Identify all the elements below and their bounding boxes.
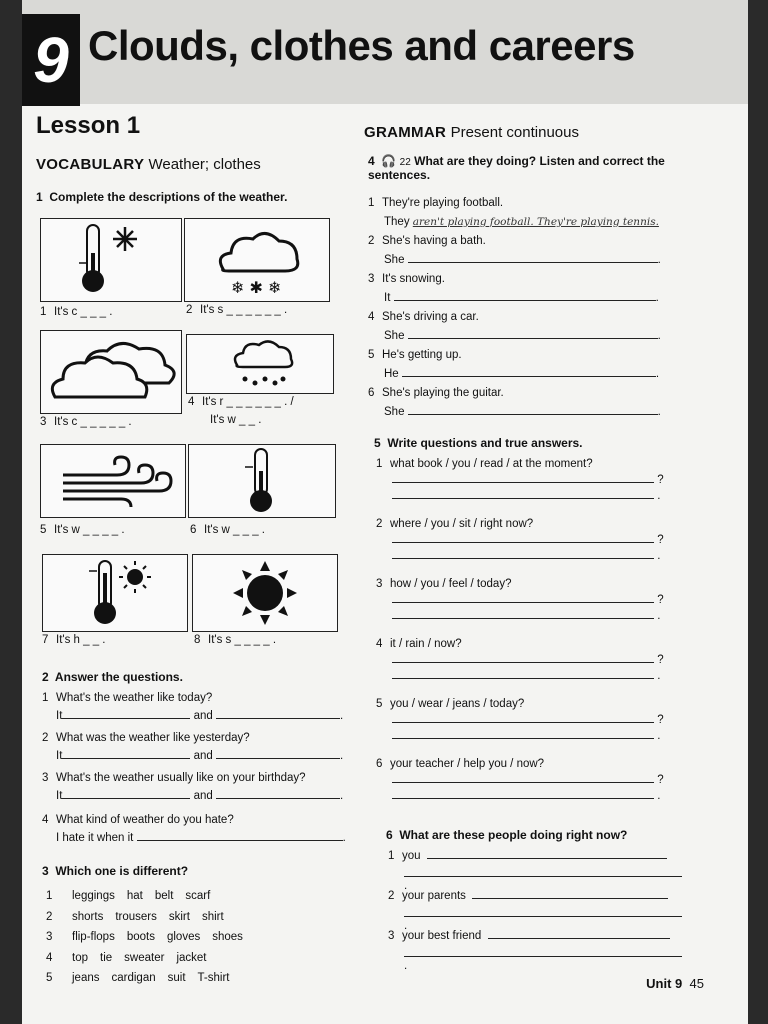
ex2-item-1: 1 What's the weather like today? It and . [42, 692, 344, 722]
ex6-heading: 6 What are these people doing right now? [386, 828, 628, 842]
headphones-icon: 🎧 [381, 154, 397, 168]
ex3-word-rows [46, 886, 255, 989]
ex5-heading: 5 Write questions and true answers. [374, 436, 583, 450]
vocabulary-heading: VOCABULARY Weather; clothes [36, 156, 261, 173]
weather-box-1 [40, 218, 182, 302]
ex3-row: 5 jeans cardigan suit T-shirt [46, 972, 230, 984]
lesson-title: Lesson 1 [36, 112, 141, 139]
ex3-row: 3 flip-flops boots gloves shoes [46, 931, 243, 943]
ex5-item: 3 how / you / feel / today? ? . [376, 578, 664, 622]
ex4-items [368, 194, 668, 422]
ex1-item-4: 4 It's r _ _ _ _ _ _ . / [188, 396, 294, 408]
ex6-items [388, 850, 688, 970]
ex1-item-3: 3 It's c _ _ _ _ _ . [40, 416, 132, 428]
weather-box-3 [40, 330, 182, 414]
sun-icon [193, 555, 337, 631]
ex2-heading: 2 Answer the questions. [42, 670, 183, 684]
ex4-item: 4 She's driving a car. She . [368, 311, 661, 342]
ex5-item: 4 it / rain / now? ? . [376, 638, 664, 682]
ex5-item: 2 where / you / sit / right now? ? . [376, 518, 664, 562]
weather-box-2 [184, 218, 330, 302]
ex3-row: 4 top tie sweater jacket [46, 951, 207, 964]
weather-box-6 [188, 444, 336, 518]
ex2-item-2: 2 What was the weather like yesterday? It and . [42, 732, 344, 762]
wind-icon [41, 445, 185, 517]
grammar-heading: GRAMMAR Present continuous [364, 124, 579, 141]
ex1-item-6: 6 It's w _ _ _ . [190, 524, 265, 536]
ex4-item: 1 They're playing football. They aren't playing football. They're playing tennis. [368, 197, 659, 228]
ex1-item-8: 8 It's s _ _ _ _ . [194, 634, 277, 646]
weather-box-7 [42, 554, 188, 632]
ex1-item-2: 2 It's s _ _ _ _ _ _ . [186, 304, 288, 316]
ex3-heading: 3 Which one is different? [42, 864, 189, 878]
ex5-item: 6 your teacher / help you / now? ? . [376, 758, 664, 802]
ex1-item-7: 7 It's h _ _ . [42, 634, 106, 646]
cloudy-icon [41, 331, 181, 413]
weather-box-5 [40, 444, 186, 518]
ex3-row: 2 shorts trousers skirt shirt [46, 910, 224, 923]
unit-number: 9 [22, 14, 80, 106]
ex3-row: 1 leggings hat belt scarf [46, 890, 211, 902]
ex4-item: 2 She's having a bath. She . [368, 235, 661, 266]
thermometer-warm-icon [189, 445, 335, 517]
rain-cloud-icon [187, 335, 333, 393]
thermometer-sun-icon [43, 555, 187, 631]
ex4-example-answer: aren't playing football. They're playing tennis. [412, 216, 659, 228]
ex2-item-4: 4 What kind of weather do you hate? I hate it when it . [42, 814, 346, 844]
weather-box-4 [186, 334, 334, 394]
thermometer-snowflake-icon [41, 219, 181, 301]
snow-cloud-icon [185, 219, 329, 301]
page-footer: Unit 9 45 [646, 976, 704, 991]
svg-text:❄ ✱ ❄: ❄ ✱ ❄ [231, 278, 282, 297]
unit-title: Clouds, clothes and careers [88, 22, 635, 69]
ex6-item: 2 your parents . [388, 890, 688, 930]
ex6-item: 1 you . [388, 850, 688, 890]
ex5-item: 5 you / wear / jeans / today? ? . [376, 698, 664, 742]
ex1-item-5: 5 It's w _ _ _ _ . [40, 524, 125, 536]
ex4-heading: 4 🎧 22 What are they doing? Listen and correct the sentences. [368, 154, 665, 182]
weather-box-8 [192, 554, 338, 632]
ex2-item-3: 3 What's the weather usually like on your birthday? It and . [42, 772, 344, 802]
ex6-item: 3 your best friend . [388, 930, 688, 970]
ex4-item: 5 He's getting up. He . [368, 349, 660, 380]
ex4-item: 3 It's snowing. It . [368, 273, 659, 304]
ex4-item: 6 She's playing the guitar. She . [368, 387, 661, 418]
ex1-item-4b: It's w _ _ . [210, 414, 262, 426]
ex5-item: 1 what book / you / read / at the moment? ? . [376, 458, 664, 502]
ex1-item-1: 1 It's c _ _ _ . [40, 306, 113, 318]
ex5-items [376, 458, 676, 818]
ex1-heading: 1 Complete the descriptions of the weather. [36, 190, 288, 204]
workbook-page [22, 0, 748, 1024]
